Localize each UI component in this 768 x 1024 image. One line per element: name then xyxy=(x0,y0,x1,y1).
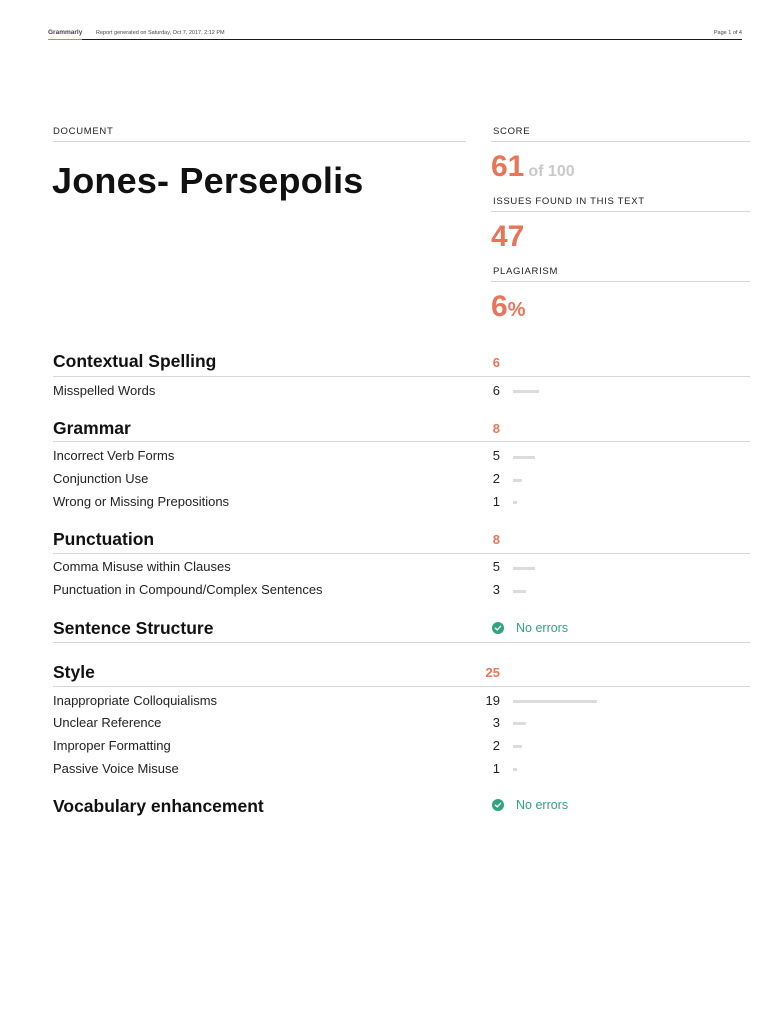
no-errors-label: No errors xyxy=(516,798,569,812)
issue-count: 3 xyxy=(492,715,500,730)
category-count-grammar: 8 xyxy=(492,421,500,436)
issue-bar xyxy=(513,390,539,393)
plagiarism-suffix: % xyxy=(507,299,526,321)
score-suffix: of 100 xyxy=(528,163,575,180)
issue-bar xyxy=(513,479,522,482)
category-divider xyxy=(53,642,750,643)
issue-bar xyxy=(513,567,535,570)
issue-label: Conjunction Use xyxy=(53,471,149,486)
document-divider xyxy=(53,141,466,142)
category-title-vocabulary-enhancement: Vocabulary enhancement xyxy=(53,796,264,816)
category-count-punctuation: 8 xyxy=(492,532,500,547)
issue-bar xyxy=(513,722,526,725)
document-title: Jones- Persepolis xyxy=(52,160,364,201)
issue-label: Incorrect Verb Forms xyxy=(53,448,175,463)
issue-label: Punctuation in Compound/Complex Sentences xyxy=(53,582,323,597)
category-title-sentence-structure: Sentence Structure xyxy=(53,618,214,638)
plagiarism-divider xyxy=(491,281,750,282)
score-value xyxy=(491,150,575,189)
category-divider xyxy=(53,553,750,554)
issue-label: Unclear Reference xyxy=(53,715,162,730)
no-errors-label: No errors xyxy=(516,621,569,635)
issue-label: Comma Misuse within Clauses xyxy=(53,559,231,574)
issue-count: 6 xyxy=(492,383,500,398)
issue-count: 5 xyxy=(492,559,500,574)
issues-value: 47 xyxy=(491,220,525,253)
issue-count: 2 xyxy=(492,471,500,486)
category-title-punctuation: Punctuation xyxy=(53,529,155,549)
category-divider xyxy=(53,686,750,687)
category-divider xyxy=(53,441,750,442)
no-errors-status xyxy=(492,798,568,812)
brand-logo-text: Grammarly xyxy=(48,29,82,40)
no-errors-status xyxy=(492,621,568,635)
issue-bar xyxy=(513,768,517,771)
category-title-style: Style xyxy=(53,662,95,682)
issues-divider xyxy=(491,211,750,212)
issue-count: 19 xyxy=(485,693,500,708)
issue-count: 3 xyxy=(492,582,500,597)
issue-bar xyxy=(513,456,535,459)
issue-label: Passive Voice Misuse xyxy=(53,761,179,776)
issue-label: Inappropriate Colloquialisms xyxy=(53,693,218,708)
category-divider xyxy=(53,376,750,377)
issue-label: Misspelled Words xyxy=(53,383,156,398)
report-header xyxy=(48,29,742,40)
plagiarism-label: PLAGIARISM xyxy=(493,266,559,277)
document-label: DOCUMENT xyxy=(53,126,114,137)
issue-count: 2 xyxy=(492,738,500,753)
score-label: SCORE xyxy=(493,126,531,137)
issue-count: 5 xyxy=(492,448,500,463)
category-title-contextual-spelling: Contextual Spelling xyxy=(53,351,217,371)
page-number: Page 1 of 4 xyxy=(713,30,742,36)
plagiarism-value xyxy=(491,290,525,327)
issue-bar xyxy=(513,700,597,703)
category-count-style: 25 xyxy=(485,665,500,680)
category-title-grammar: Grammar xyxy=(53,418,131,438)
plagiarism-number: 6 xyxy=(491,290,508,323)
issue-label: Improper Formatting xyxy=(53,738,171,753)
issue-bar xyxy=(513,590,526,593)
check-circle-icon xyxy=(492,799,504,811)
issues-label: ISSUES FOUND IN THIS TEXT xyxy=(493,196,645,207)
issue-count: 1 xyxy=(492,494,500,509)
score-divider xyxy=(491,141,750,142)
score-number: 61 xyxy=(491,150,525,183)
issue-bar xyxy=(513,501,517,504)
report-date: Report generated on Saturday, Oct 7, 2017, 2:12 PM xyxy=(96,30,225,36)
category-count-contextual-spelling: 6 xyxy=(492,355,500,370)
issue-bar xyxy=(513,745,522,748)
issue-label: Wrong or Missing Prepositions xyxy=(53,494,230,509)
check-circle-icon xyxy=(492,622,504,634)
issue-count: 1 xyxy=(492,761,500,776)
